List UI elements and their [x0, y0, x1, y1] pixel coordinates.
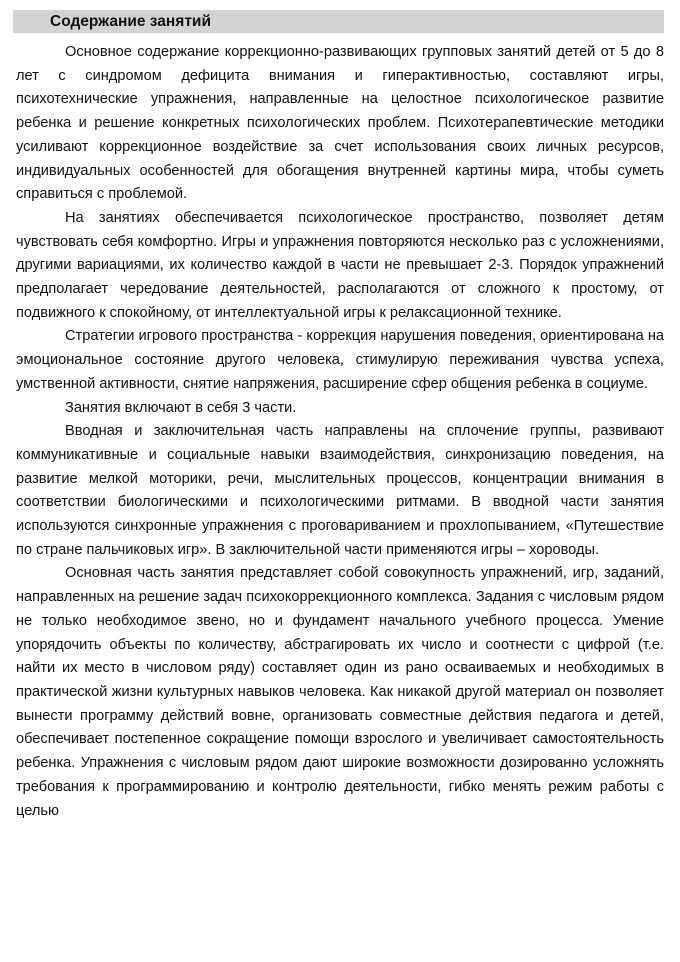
body-text [16, 41, 664, 823]
paragraph-main-part: Основная часть занятия представляет собой совокупность упражнений, игр, заданий, направленных на решение задач психокоррекционного комплекса. Задания с числовым рядом не только необходимое звено, но и фундамент начального учебного процесса. Умение упорядочить объекты по количеству, абстрагировать их число и соотнести с цифрой (т.е. найти их место в числовом ряду) составляет один из рано осваиваемых и необходимых в практической жизни культурных навыков человека. Как никакой другой материал он позволяет вынести программу действий вовне, организовать совместные действия педагога и детей, обеспечивает постепенное сокращение помощи взрослого и увеличивает самостоятельность ребенка. Упражнения с числовым рядом дают широкие возможности дозированно усложнять требования к программированию и контролю деятельности, гибко менять режим работы с целью [16, 565, 664, 819]
section-header-bar [13, 10, 664, 33]
paragraph-game-strategies: Стратегии игрового пространства - коррекция нарушения поведения, ориентирована на эмоциональное состояние другого человека, стимулирую переживания чувства успеха, умственной активности, снятие напряжения, расширение сфер общения ребенка в социуме. [16, 328, 664, 392]
paragraph-psychological-space: На занятиях обеспечивается психологическое пространство, позволяет детям чувствовать себя комфортно. Игры и упражнения повторяются несколько раз с усложнениями, другими вариациями, их количество каждой в части не превышает 2-3. Порядок упражнений предполагает чередование деятельностей, располагаются от сложного к простому, от подвижного к спокойному, от интеллектуальной игры к релаксационной технике. [16, 209, 664, 321]
section-title: Содержание занятий [50, 13, 211, 30]
paragraph-intro-and-final-parts: Вводная и заключительная часть направлены на сплочение группы, развивают коммуникативные и социальные навыки взаимодействия, синхронизацию поведения, на развитие мелкой моторики, речи, мыслительных процессов, концентрации внимания в соответствии биологическими и психологическими ритмами. В вводной части занятия используются синхронные упражнения с проговариванием и прохлопыванием, «Путешествие по стране пальчиковых игр». В заключительной части применяются игры – хороводы. [16, 423, 664, 558]
paragraph-three-parts: Занятия включают в себя 3 части. [65, 399, 297, 416]
paragraph-content-overview: Основное содержание коррекционно-развивающих групповых занятий детей от 5 до 8 лет с синдромом дефицита внимания и гиперактивностью, составляют игры, психотехнические упражнения, направленные на целостное психологическое развитие ребенка и решение конкретных психологических проблем. Психотерапевтические методики усиливают коррекционное воздействие за счет использования своих личных ресурсов, индивидуальных особенностей для обогащения внутренней картины мира, чтобы суметь справиться с проблемой. [16, 44, 664, 203]
